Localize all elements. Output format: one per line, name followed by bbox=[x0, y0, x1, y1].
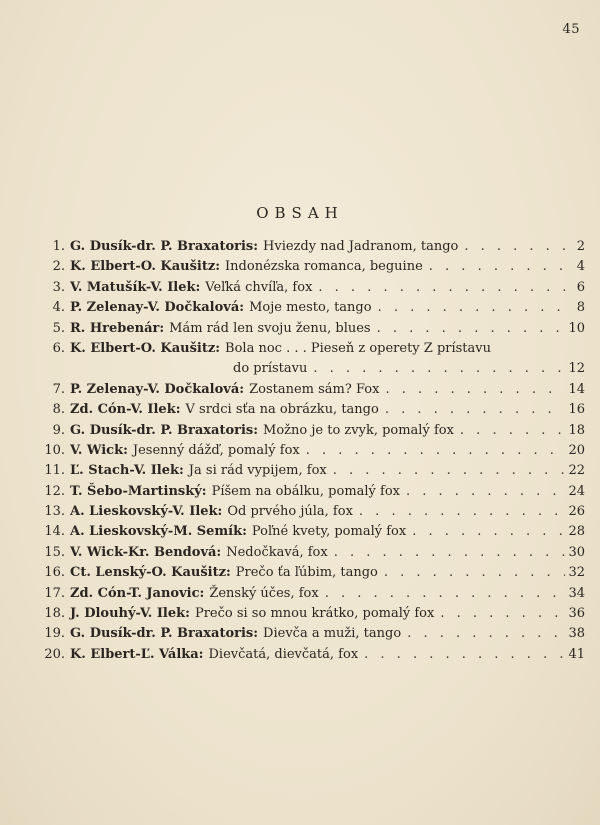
dot-leader bbox=[406, 522, 565, 542]
entry-title-continued: do prístavu bbox=[233, 361, 308, 377]
entry-authors: K. Elbert-Ľ. Válka: bbox=[70, 646, 204, 662]
entry-authors: A. Lieskovský-M. Semík: bbox=[70, 524, 247, 540]
entry-page: 18 bbox=[568, 422, 585, 438]
dot-leader bbox=[300, 441, 565, 461]
entry-page: 12 bbox=[568, 361, 585, 377]
entry-authors: G. Dusík-dr. P. Braxatoris: bbox=[70, 239, 259, 254]
entry-page: 30 bbox=[568, 544, 585, 560]
entry-number: 20. bbox=[44, 646, 65, 662]
toc-entry bbox=[30, 380, 585, 400]
entry-line bbox=[70, 319, 585, 339]
entry-authors: V. Wick: bbox=[70, 442, 128, 458]
entry-page: 34 bbox=[568, 585, 585, 601]
dot-leader bbox=[372, 298, 565, 318]
entry-number: 11. bbox=[44, 463, 65, 479]
entry-page: 10 bbox=[568, 320, 585, 336]
entry-line bbox=[70, 400, 585, 420]
entry-line bbox=[70, 584, 585, 604]
entry-line bbox=[70, 543, 585, 563]
entry-page: 24 bbox=[568, 483, 585, 499]
entry-number: 14. bbox=[44, 524, 65, 540]
entry-authors: J. Dlouhý-V. Ilek: bbox=[70, 606, 190, 622]
toc-entry bbox=[30, 584, 585, 604]
entry-page: 16 bbox=[568, 402, 585, 418]
entry-number: 9. bbox=[52, 422, 65, 438]
entry-authors: G. Dusík-dr. P. Braxatoris: bbox=[70, 422, 259, 438]
dot-leader bbox=[434, 604, 565, 624]
entry-line bbox=[70, 624, 585, 644]
entry-authors: Ct. Lenský-O. Kaušitz: bbox=[70, 565, 231, 581]
entry-number: 1. bbox=[52, 239, 65, 254]
entry-number: 8. bbox=[52, 402, 65, 418]
entry-page: 32 bbox=[568, 565, 585, 581]
entry-title: Prečo ťa ľúbim, tango bbox=[235, 565, 378, 581]
entry-line-continued bbox=[70, 359, 585, 379]
entry-title: Mám rád len svoju ženu, blues bbox=[169, 320, 371, 336]
entry-title: Hviezdy nad Jadranom, tango bbox=[263, 239, 459, 254]
entry-title: Moje mesto, tango bbox=[249, 300, 372, 316]
entry-title: Ja si rád vypijem, fox bbox=[188, 463, 327, 479]
dot-leader bbox=[400, 482, 565, 502]
toc-entry bbox=[30, 502, 585, 522]
entry-number: 13. bbox=[44, 504, 65, 520]
dot-leader bbox=[327, 461, 565, 481]
dot-leader bbox=[379, 400, 565, 420]
table-of-contents bbox=[30, 237, 585, 665]
entry-page: 6 bbox=[576, 279, 585, 295]
dot-leader bbox=[401, 624, 565, 644]
entry-authors: Zd. Cón-V. Ilek: bbox=[70, 402, 181, 418]
entry-page: 26 bbox=[568, 504, 585, 520]
entry-page: 14 bbox=[568, 381, 585, 397]
entry-line bbox=[70, 380, 585, 400]
entry-title: Bola noc . . . Pieseň z operety Z prístavu bbox=[225, 340, 491, 356]
entry-page: 28 bbox=[568, 524, 585, 540]
entry-line bbox=[70, 461, 585, 481]
entry-page: 4 bbox=[576, 259, 585, 275]
entry-line bbox=[70, 441, 585, 461]
dot-leader bbox=[358, 645, 565, 665]
toc-entry bbox=[30, 624, 585, 644]
dot-leader bbox=[378, 563, 565, 583]
entry-number: 6. bbox=[52, 340, 65, 356]
toc-entry bbox=[30, 257, 585, 277]
entry-title: V srdci sťa na obrázku, tango bbox=[185, 402, 379, 418]
entry-number: 10. bbox=[44, 442, 65, 458]
entry-page: 41 bbox=[568, 646, 585, 662]
entry-authors: A. Lieskovský-V. Ilek: bbox=[70, 504, 223, 520]
toc-entry bbox=[30, 278, 585, 298]
dot-leader bbox=[312, 278, 565, 298]
entry-authors: Zd. Cón-T. Janovic: bbox=[70, 585, 205, 601]
entry-number: 16. bbox=[44, 565, 65, 581]
toc-entry bbox=[30, 461, 585, 481]
dot-leader bbox=[353, 502, 565, 522]
entry-page: 2 bbox=[576, 239, 585, 254]
dot-leader bbox=[328, 543, 565, 563]
entry-line bbox=[70, 563, 585, 583]
dot-leader bbox=[423, 257, 565, 277]
toc-entry bbox=[30, 563, 585, 583]
entry-title: Ženský účes, fox bbox=[209, 585, 319, 601]
entry-number: 12. bbox=[44, 483, 65, 499]
entry-title: Poľné kvety, pomalý fox bbox=[251, 524, 407, 540]
entry-number: 19. bbox=[44, 626, 65, 642]
toc-entry bbox=[30, 441, 585, 461]
entry-line bbox=[70, 502, 585, 522]
entry-title: Jesenný dážď, pomalý fox bbox=[132, 442, 300, 458]
toc-entry bbox=[30, 421, 585, 441]
entry-authors: V. Wick-Kr. Bendová: bbox=[70, 544, 222, 560]
contents-heading: OBSAH bbox=[256, 204, 344, 222]
dot-leader bbox=[458, 237, 565, 257]
entry-number: 3. bbox=[52, 279, 65, 295]
page-number: 45 bbox=[562, 22, 580, 37]
entry-title: Zostanem sám? Fox bbox=[249, 381, 380, 397]
entry-title: Prečo si so mnou krátko, pomalý fox bbox=[194, 606, 435, 622]
toc-entry bbox=[30, 645, 585, 665]
entry-number: 15. bbox=[44, 544, 65, 560]
entry-line bbox=[70, 522, 585, 542]
entry-title: Dievča a muži, tango bbox=[263, 626, 402, 642]
dot-leader bbox=[379, 380, 565, 400]
entry-page: 8 bbox=[576, 300, 585, 316]
toc-entry bbox=[30, 522, 585, 542]
toc-entry bbox=[30, 319, 585, 339]
entry-authors: K. Elbert-O. Kaušitz: bbox=[70, 259, 221, 275]
entry-line bbox=[70, 339, 491, 359]
entry-authors: K. Elbert-O. Kaušitz: bbox=[70, 340, 221, 356]
dot-leader bbox=[319, 584, 565, 604]
entry-number: 5. bbox=[52, 320, 65, 336]
entry-authors: P. Zelenay-V. Dočkalová: bbox=[70, 300, 245, 316]
entry-authors: T. Šebo-Martinský: bbox=[70, 483, 207, 499]
toc-entry bbox=[30, 604, 585, 624]
entry-title: Od prvého júla, fox bbox=[227, 504, 353, 520]
entry-line bbox=[70, 482, 585, 502]
entry-title: Indonézska romanca, beguine bbox=[225, 259, 423, 275]
entry-number: 7. bbox=[52, 381, 65, 397]
entry-line bbox=[70, 421, 585, 441]
entry-page: 38 bbox=[568, 626, 585, 642]
entry-title: Možno je to zvyk, pomalý fox bbox=[263, 422, 454, 438]
entry-page: 22 bbox=[568, 463, 585, 479]
entry-page: 20 bbox=[568, 442, 585, 458]
dot-leader bbox=[371, 319, 565, 339]
entry-title: Veľká chvíľa, fox bbox=[205, 279, 313, 295]
entry-number: 2. bbox=[52, 259, 65, 275]
toc-entry bbox=[30, 400, 585, 420]
entry-line bbox=[70, 604, 585, 624]
entry-authors: P. Zelenay-V. Dočkalová: bbox=[70, 381, 245, 397]
toc-entry bbox=[30, 543, 585, 563]
entry-number: 18. bbox=[44, 606, 65, 622]
toc-entry bbox=[30, 482, 585, 502]
entry-line bbox=[70, 257, 585, 277]
dot-leader bbox=[454, 421, 565, 441]
entry-line bbox=[70, 278, 585, 298]
toc-entry bbox=[30, 339, 585, 380]
entry-title: Píšem na obálku, pomalý fox bbox=[211, 483, 400, 499]
entry-line bbox=[70, 237, 585, 257]
entry-number: 17. bbox=[44, 585, 65, 601]
entry-number: 4. bbox=[52, 300, 65, 316]
entry-authors: G. Dusík-dr. P. Braxatoris: bbox=[70, 626, 259, 642]
toc-entry bbox=[30, 298, 585, 318]
entry-line bbox=[70, 298, 585, 318]
toc-entry bbox=[30, 237, 585, 257]
dot-leader bbox=[307, 359, 565, 379]
entry-authors: Ľ. Stach-V. Ilek: bbox=[70, 463, 184, 479]
entry-authors: R. Hrebenár: bbox=[70, 320, 165, 336]
entry-title: Nedočkavá, fox bbox=[226, 544, 328, 560]
entry-line bbox=[70, 645, 585, 665]
entry-page: 36 bbox=[568, 606, 585, 622]
entry-authors: V. Matušík-V. Ilek: bbox=[70, 279, 201, 295]
entry-title: Dievčatá, dievčatá, fox bbox=[208, 646, 359, 662]
